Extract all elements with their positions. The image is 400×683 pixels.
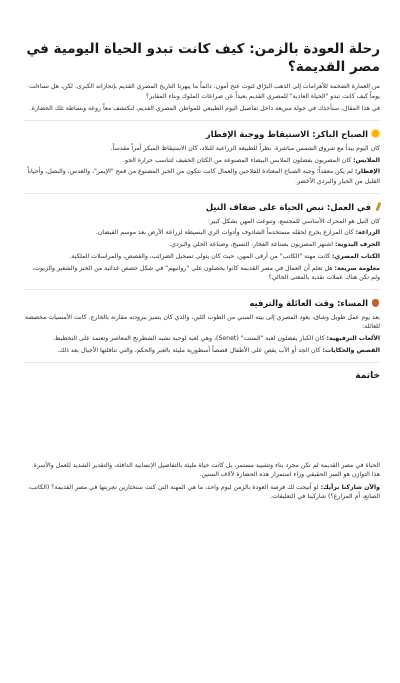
section-heading — [24, 201, 380, 213]
paragraph-text: كان المصريون يفضلون الملابس البيضاء المصنوعة من الكتان الخفيف لتناسب حرارة الجو. — [123, 156, 354, 164]
section-heading — [24, 128, 380, 140]
paragraph-text: اشتهر المصريون بصناعة الفخار، النسيج، وصناعة الحلي والبردي. — [169, 241, 335, 249]
section-paragraph — [24, 167, 380, 186]
article-intro — [24, 82, 380, 114]
article-section — [24, 297, 380, 356]
section-paragraph — [24, 240, 380, 250]
paragraph-label: والآن شاركنا برأيك: — [320, 483, 380, 491]
section-heading-text: الصباح الباكر: الاستيقاظ ووجبة الإفطار — [205, 128, 368, 139]
conclusion-paragraph — [24, 483, 380, 502]
page-gap — [0, 383, 400, 461]
conclusion-paragraph — [24, 461, 380, 480]
paragraph-text: كان اليوم يبدأ مع شروق الشمس مباشرة. نظراً للطبيعة الزراعية للبلاد، كان الاستيقاظ المبكر أمراً مقدساً. — [110, 144, 380, 152]
divider — [24, 193, 380, 194]
article-section — [24, 128, 380, 187]
divider — [24, 120, 380, 121]
article-title: رحلة العودة بالزمن: كيف كانت تبدو الحياة اليومية في مصر القديمة؟ — [26, 41, 380, 75]
section-paragraph — [24, 346, 380, 356]
paragraph-label: القصص والحكايات: — [322, 347, 380, 354]
paragraph-text: لو أتيحت لك فرصة العودة بالزمن ليوم واحد، ما هي المهنة التي كنت ستختارين تجربتها في مصر القديمة؟ (الكاتب، الصانع، أم المزارع؟) شاركينا في التعليقات. — [28, 483, 380, 501]
wheat-icon — [376, 202, 382, 211]
paragraph-text: كان المزارع يخرج لحقله مستخدماً الشادوف وأدوات الري البسيطة لزراعة الأرض بعد موسم الفيضان. — [95, 229, 356, 237]
paragraph-label: الكتاب المصري: — [332, 252, 380, 260]
section-paragraph — [24, 156, 380, 166]
section-heading — [24, 297, 380, 309]
paragraph-label: معلومة سريعة: — [334, 264, 380, 272]
conclusion-block — [0, 461, 400, 502]
paragraph-label: الحرف اليدوية: — [334, 241, 380, 249]
conclusion-heading: خاتمة — [355, 370, 380, 381]
section-paragraph — [24, 144, 380, 154]
paragraph-text: الحياة في مصر القديمة لم تكن مجرد بناء وتشييد مستمر، بل كانت حياة مليئة بالتفاصيل الإنسانية الدافئة، والتقدير الشديد للعمل والأسرة. هذا التوازن هو السر الحقيقي وراء استمرار هذه الحضارة لآلاف السنين. — [31, 461, 380, 479]
section-paragraph — [24, 264, 380, 283]
paragraph-label: الملابس: — [353, 156, 380, 164]
section-paragraph — [24, 313, 380, 332]
paragraph-label: الألعاب الترفيهية: — [326, 335, 380, 343]
paragraph-text: بعد يوم عمل طويل وشاق، يعود المصري إلى بيته المبني من الطوب اللبن، والذي كان يتميز ببرودته مقارنة بالخارج. كانت الأمسيات مخصصة للعائلة: — [25, 313, 380, 331]
paragraph-text: كانت مهنة "الكاتب" من أرقى المهن، حيث كان يتولى تسجيل الضرائب، والقصص، والمراسلات الملكية. — [69, 252, 333, 260]
section-paragraph — [24, 228, 380, 238]
article-section — [24, 201, 380, 283]
divider — [24, 362, 380, 363]
divider — [24, 289, 380, 290]
paragraph-label: الإفطار: — [354, 168, 380, 176]
section-paragraph — [24, 217, 380, 227]
article-sections — [24, 120, 380, 356]
paragraph-text: لم يكن معقداً؛ وجبة الصباح المعتادة للفلاحين والعمال كانت تتكون من الخبز المصنوع من قمح "الإيمر"، والعدس، والبصل، وأحياناً القليل من الخيار والبردي الأخضر. — [27, 168, 380, 185]
paragraph-text: كان الجد أو الأب يقص على الأطفال قصصاً أسطورية مليئة بالعبر والحكم، والتي تناقلتها الأجيال بعد ذلك. — [57, 347, 323, 354]
paragraph-label: الزراعة: — [355, 229, 380, 237]
section-paragraph — [24, 252, 380, 262]
sun-icon — [372, 130, 379, 137]
paragraph-text: هل تعلم أن العمال في مصر القديمة كانوا يحصلون على "رواتبهم" في شكل حصص غذائية من الخبز والشعير والزيوت، ولم تكن هناك عملات نقدية بالمعنى الحالي؟ — [32, 264, 380, 282]
intro-paragraph: من العمارة الضخمة للأهرامات إلى الذهب البرّاق لتوت عنخ آمون، دائماً ما يبهرنا التاريخ المصري القديم بإنجازاته الكبرى. لكن، هل تساءلت يوماً كيف كانت تبدو "الحياة العادية" للمصري القديم بعيداً عن صراعات الملوك وبناء المقابر؟ — [29, 83, 380, 100]
intro-paragraph: في هذا المقال، سنأخذك في جولة سريعة داخل تفاصيل اليوم الطبيعي للمواطن المصري القديم، لنكتشف معاً روعة وبساطة تلك الحضارة. — [29, 105, 380, 113]
paragraph-text: كان الكبار يفضلون لعبة "السنت" (Senet)، وهي لعبة لوحية تشبه الشطرنج المعاصر وتعتمد على التخطيط. — [52, 335, 327, 343]
section-heading-text: في العمل: نبض الحياة على ضفاف النيل — [205, 201, 371, 212]
amphora-icon — [372, 299, 379, 307]
section-heading-text: المساء: وقت العائلة والترفيه — [249, 297, 368, 308]
paragraph-text: كان النيل هو المحرك الأساسي للمجتمع، وتنوعت المهن بشكل كبير: — [208, 217, 380, 225]
section-paragraph — [24, 334, 380, 344]
